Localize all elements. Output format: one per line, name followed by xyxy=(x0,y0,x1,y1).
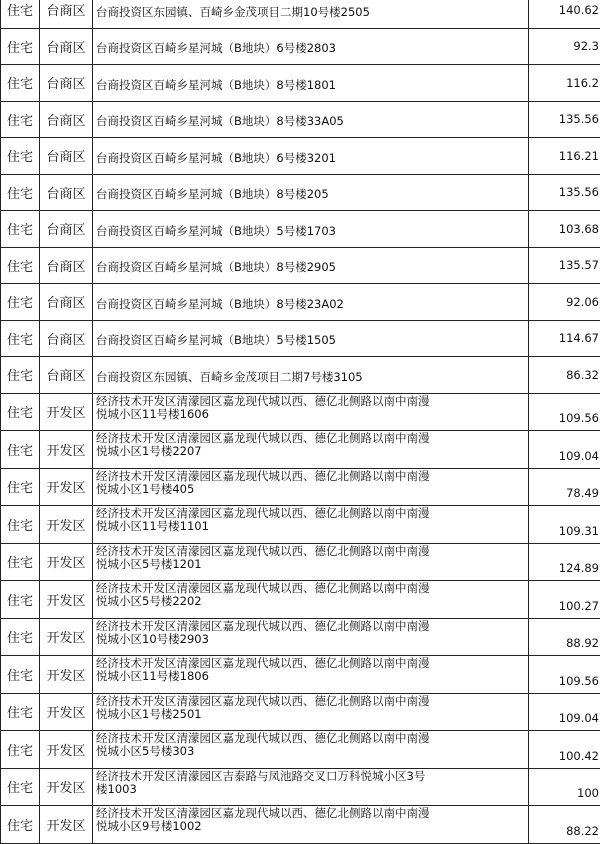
property-type-cell: 住宅 xyxy=(1,731,40,769)
property-type-cell: 住宅 xyxy=(1,357,40,394)
property-type-cell: 住宅 xyxy=(1,656,40,694)
property-type-cell: 住宅 xyxy=(1,468,40,506)
address-line: 悦城小区5号楼2202 xyxy=(96,595,528,608)
property-type-cell: 住宅 xyxy=(1,768,40,806)
table-row xyxy=(1,28,600,65)
address-line: 台商投资区百崎乡星河城（B地块）8号楼33A05 xyxy=(96,113,528,129)
district-cell: 开发区 xyxy=(40,806,93,844)
district-cell: 开发区 xyxy=(40,393,93,431)
district-cell: 开发区 xyxy=(40,656,93,694)
district-cell: 开发区 xyxy=(40,543,93,581)
area-cell: 86.32 xyxy=(529,357,600,394)
table-row xyxy=(1,320,600,357)
table-row xyxy=(1,731,600,769)
address-line: 经济技术开发区清濛园区嘉龙现代城以西、德亿北侧路以南中南漫 xyxy=(96,432,528,445)
table-row xyxy=(1,0,600,28)
table-row xyxy=(1,768,600,806)
address-cell xyxy=(93,768,529,806)
address-cell xyxy=(93,731,529,769)
district-cell: 台商区 xyxy=(40,284,93,321)
table-row xyxy=(1,211,600,248)
property-type-cell: 住宅 xyxy=(1,211,40,248)
address-line: 经济技术开发区清濛园区嘉龙现代城以西、德亿北侧路以南中南漫 xyxy=(96,657,528,670)
area-cell: 109.31 xyxy=(529,506,600,544)
area-cell: 114.67 xyxy=(529,320,600,357)
district-cell: 开发区 xyxy=(40,431,93,469)
area-cell: 78.49 xyxy=(529,468,600,506)
property-type-cell: 住宅 xyxy=(1,101,40,138)
property-type-cell: 住宅 xyxy=(1,0,40,28)
address-cell xyxy=(93,468,529,506)
address-line: 台商投资区百崎乡星河城（B地块）8号楼2905 xyxy=(96,259,528,275)
address-line: 经济技术开发区清濛园区嘉龙现代城以西、德亿北侧路以南中南漫 xyxy=(96,545,528,558)
district-cell: 台商区 xyxy=(40,138,93,175)
property-type-cell: 住宅 xyxy=(1,320,40,357)
table-row xyxy=(1,693,600,731)
address-cell xyxy=(93,656,529,694)
address-line: 台商投资区百崎乡星河城（B地块）8号楼205 xyxy=(96,186,528,202)
table-row xyxy=(1,284,600,321)
address-cell xyxy=(93,393,529,431)
address-line: 经济技术开发区清濛园区嘉龙现代城以西、德亿北侧路以南中南漫 xyxy=(96,620,528,633)
area-cell: 88.22 xyxy=(529,806,600,844)
address-cell xyxy=(93,211,529,248)
address-line: 悦城小区1号楼2501 xyxy=(96,708,528,721)
table-row xyxy=(1,656,600,694)
address-line: 经济技术开发区清濛园区嘉龙现代城以西、德亿北侧路以南中南漫 xyxy=(96,507,528,520)
housing-table-body xyxy=(1,0,600,843)
address-line: 经济技术开发区清濛园区嘉龙现代城以西、德亿北侧路以南中南漫 xyxy=(96,732,528,745)
area-cell: 109.56 xyxy=(529,393,600,431)
address-line: 台商投资区百崎乡星河城（B地块）8号楼1801 xyxy=(96,77,528,93)
table-row xyxy=(1,101,600,138)
address-cell xyxy=(93,101,529,138)
area-cell: 109.04 xyxy=(529,431,600,469)
district-cell: 开发区 xyxy=(40,618,93,656)
address-line: 悦城小区11号楼1606 xyxy=(96,408,528,421)
table-row xyxy=(1,468,600,506)
table-row xyxy=(1,543,600,581)
table-row xyxy=(1,581,600,619)
table-row xyxy=(1,393,600,431)
district-cell: 台商区 xyxy=(40,174,93,211)
address-cell xyxy=(93,28,529,65)
address-line: 台商投资区百崎乡星河城（B地块）5号楼1703 xyxy=(96,223,528,239)
address-cell xyxy=(93,581,529,619)
address-line: 悦城小区9号楼1002 xyxy=(96,820,528,833)
address-line: 台商投资区百崎乡星河城（B地块）6号楼2803 xyxy=(96,40,528,56)
property-type-cell: 住宅 xyxy=(1,284,40,321)
address-cell xyxy=(93,247,529,284)
address-line: 悦城小区1号楼2207 xyxy=(96,445,528,458)
table-row xyxy=(1,357,600,394)
area-cell: 103.68 xyxy=(529,211,600,248)
address-line: 经济技术开发区清濛园区嘉龙现代城以西、德亿北侧路以南中南漫 xyxy=(96,582,528,595)
property-type-cell: 住宅 xyxy=(1,431,40,469)
district-cell: 台商区 xyxy=(40,28,93,65)
district-cell: 开发区 xyxy=(40,693,93,731)
address-cell xyxy=(93,506,529,544)
table-row xyxy=(1,247,600,284)
area-cell: 135.57 xyxy=(529,247,600,284)
area-cell: 109.56 xyxy=(529,656,600,694)
district-cell: 台商区 xyxy=(40,65,93,102)
area-cell: 116.21 xyxy=(529,138,600,175)
property-type-cell: 住宅 xyxy=(1,806,40,844)
address-cell xyxy=(93,174,529,211)
area-cell: 140.62 xyxy=(529,0,600,28)
address-line: 悦城小区5号楼1201 xyxy=(96,558,528,571)
address-cell xyxy=(93,618,529,656)
district-cell: 开发区 xyxy=(40,506,93,544)
address-line: 经济技术开发区清濛园区吉泰路与凤池路交叉口万科悦城小区3号 xyxy=(96,770,528,783)
area-cell: 100.42 xyxy=(529,731,600,769)
area-cell: 100 xyxy=(529,768,600,806)
address-cell xyxy=(93,138,529,175)
address-line: 台商投资区百崎乡星河城（B地块）6号楼3201 xyxy=(96,150,528,166)
district-cell: 开发区 xyxy=(40,468,93,506)
property-type-cell: 住宅 xyxy=(1,174,40,211)
address-line: 悦城小区5号楼303 xyxy=(96,745,528,758)
address-line: 楼1003 xyxy=(96,783,528,796)
address-line: 悦城小区11号楼1806 xyxy=(96,670,528,683)
area-cell: 135.56 xyxy=(529,101,600,138)
property-type-cell: 住宅 xyxy=(1,138,40,175)
table-row xyxy=(1,506,600,544)
area-cell: 100.27 xyxy=(529,581,600,619)
district-cell: 开发区 xyxy=(40,731,93,769)
property-type-cell: 住宅 xyxy=(1,65,40,102)
address-cell xyxy=(93,693,529,731)
address-cell xyxy=(93,65,529,102)
address-cell xyxy=(93,0,529,28)
property-type-cell: 住宅 xyxy=(1,247,40,284)
table-row xyxy=(1,431,600,469)
area-cell: 88.92 xyxy=(529,618,600,656)
area-cell: 92.3 xyxy=(529,28,600,65)
area-cell: 124.89 xyxy=(529,543,600,581)
address-line: 台商投资区百崎乡星河城（B地块）5号楼1505 xyxy=(96,332,528,348)
property-type-cell: 住宅 xyxy=(1,618,40,656)
address-cell xyxy=(93,431,529,469)
address-line: 经济技术开发区清濛园区嘉龙现代城以西、德亿北侧路以南中南漫 xyxy=(96,470,528,483)
table-row xyxy=(1,65,600,102)
table-row xyxy=(1,806,600,844)
property-type-cell: 住宅 xyxy=(1,693,40,731)
table-row xyxy=(1,618,600,656)
property-type-cell: 住宅 xyxy=(1,543,40,581)
address-line: 悦城小区1号楼405 xyxy=(96,483,528,496)
address-line: 台商投资区东园镇、百崎乡金茂项目二期10号楼2505 xyxy=(96,4,528,20)
address-line: 经济技术开发区清濛园区嘉龙现代城以西、德亿北侧路以南中南漫 xyxy=(96,695,528,708)
table-row xyxy=(1,174,600,211)
area-cell: 92.06 xyxy=(529,284,600,321)
district-cell: 开发区 xyxy=(40,768,93,806)
district-cell: 台商区 xyxy=(40,320,93,357)
district-cell: 台商区 xyxy=(40,0,93,28)
address-line: 经济技术开发区清濛园区嘉龙现代城以西、德亿北侧路以南中南漫 xyxy=(96,395,528,408)
property-type-cell: 住宅 xyxy=(1,393,40,431)
district-cell: 台商区 xyxy=(40,101,93,138)
district-cell: 台商区 xyxy=(40,247,93,284)
address-cell xyxy=(93,806,529,844)
address-cell xyxy=(93,320,529,357)
district-cell: 台商区 xyxy=(40,357,93,394)
district-cell: 开发区 xyxy=(40,581,93,619)
area-cell: 116.2 xyxy=(529,65,600,102)
address-cell xyxy=(93,543,529,581)
property-type-cell: 住宅 xyxy=(1,506,40,544)
address-line: 悦城小区11号楼1101 xyxy=(96,520,528,533)
address-line: 悦城小区10号楼2903 xyxy=(96,633,528,646)
area-cell: 109.04 xyxy=(529,693,600,731)
table-row xyxy=(1,138,600,175)
address-line: 经济技术开发区清濛园区嘉龙现代城以西、德亿北侧路以南中南漫 xyxy=(96,807,528,820)
property-type-cell: 住宅 xyxy=(1,581,40,619)
address-line: 台商投资区东园镇、百崎乡金茂项目二期7号楼3105 xyxy=(96,369,528,385)
property-type-cell: 住宅 xyxy=(1,28,40,65)
district-cell: 台商区 xyxy=(40,211,93,248)
address-line: 台商投资区百崎乡星河城（B地块）8号楼23A02 xyxy=(96,296,528,312)
address-cell xyxy=(93,284,529,321)
address-cell xyxy=(93,357,529,394)
area-cell: 135.56 xyxy=(529,174,600,211)
